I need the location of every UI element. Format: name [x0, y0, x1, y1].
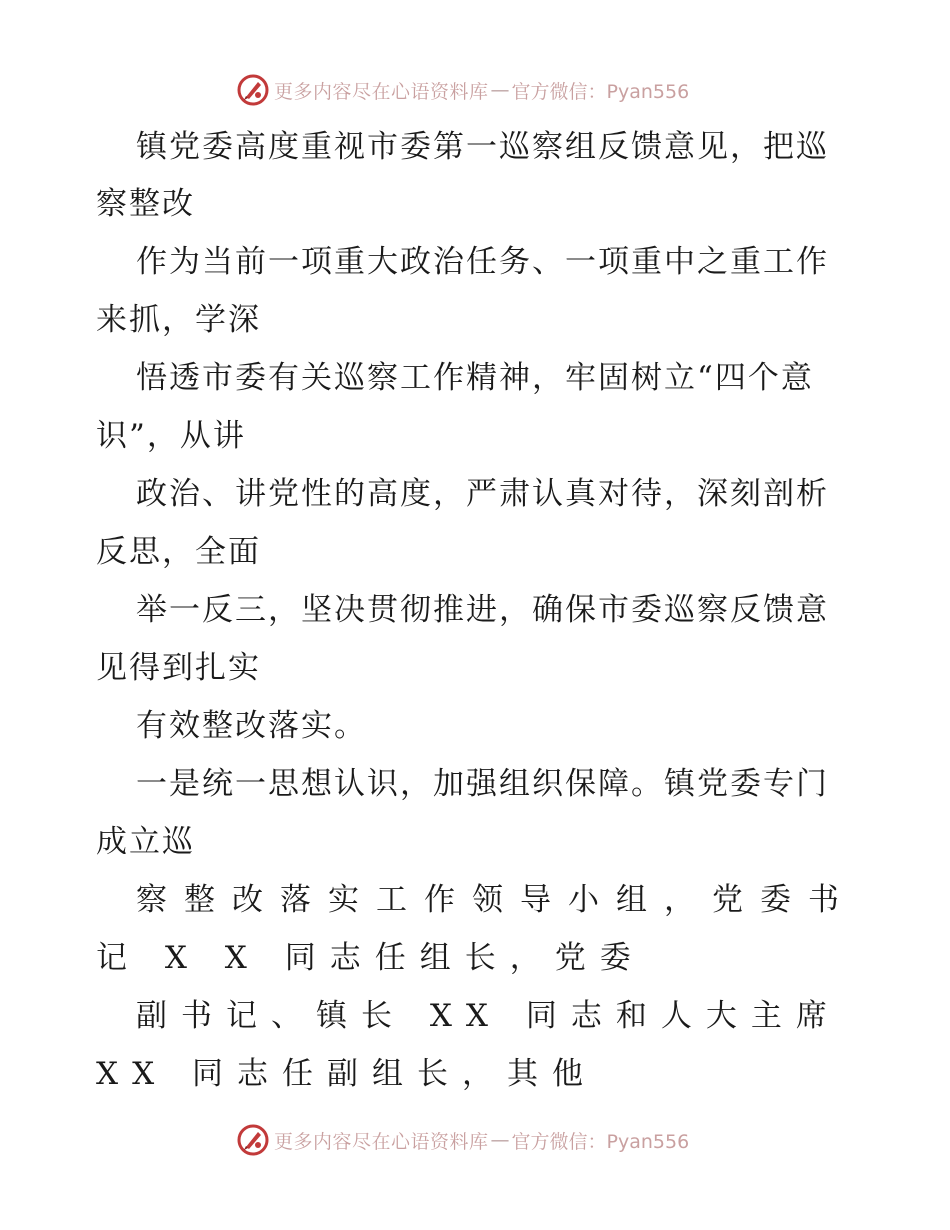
text-line: 成立巡: [96, 824, 195, 860]
watermark-text: 更多内容尽在心语资料库: [274, 1130, 489, 1153]
text-line: 副书记、镇长 XX 同志和人大主席: [136, 998, 841, 1034]
text-line: 政治、讲党性的高度，严肃认真对待，深刻剖析: [136, 476, 829, 512]
text-line: 镇党委高度重视市委第一巡察组反馈意见，把巡: [136, 129, 829, 165]
text-line: XX 同志任副组长，其他: [96, 1056, 597, 1092]
watermark-text: 更多内容尽在心语资料库: [274, 80, 489, 103]
footer-watermark: [236, 1122, 689, 1158]
text-line: 有效整改落实。: [136, 708, 367, 744]
brand-logo-icon: [236, 73, 270, 107]
text-line: 作为当前一项重大政治任务、一项重中之重工作: [136, 244, 829, 280]
text-line: 察整改: [96, 186, 195, 222]
brand-logo-icon: [236, 1123, 270, 1157]
text-line: 察整改落实工作领导小组，党委书: [136, 882, 856, 918]
header-watermark: [236, 72, 689, 108]
text-line: 举一反三，坚决贯彻推进，确保市委巡察反馈意: [136, 592, 829, 628]
watermark-wechat: 官方微信：Pyan556: [511, 1130, 690, 1153]
text-line: 来抓，学深: [96, 302, 261, 338]
text-line: 记 X X 同志任组长，党委: [96, 940, 645, 976]
text-line: 识”，从讲: [96, 418, 246, 454]
text-line: 悟透市委有关巡察工作精神，牢固树立“四个意: [136, 360, 814, 396]
watermark-wechat: 官方微信：Pyan556: [511, 80, 690, 103]
text-line: 一是统一思想认识，加强组织保障。镇党委专门: [136, 766, 829, 802]
text-line: 反思，全面: [96, 534, 261, 570]
text-line: 见得到扎实: [96, 650, 261, 686]
watermark-dash: —: [490, 1129, 510, 1151]
watermark-dash: —: [490, 79, 510, 101]
